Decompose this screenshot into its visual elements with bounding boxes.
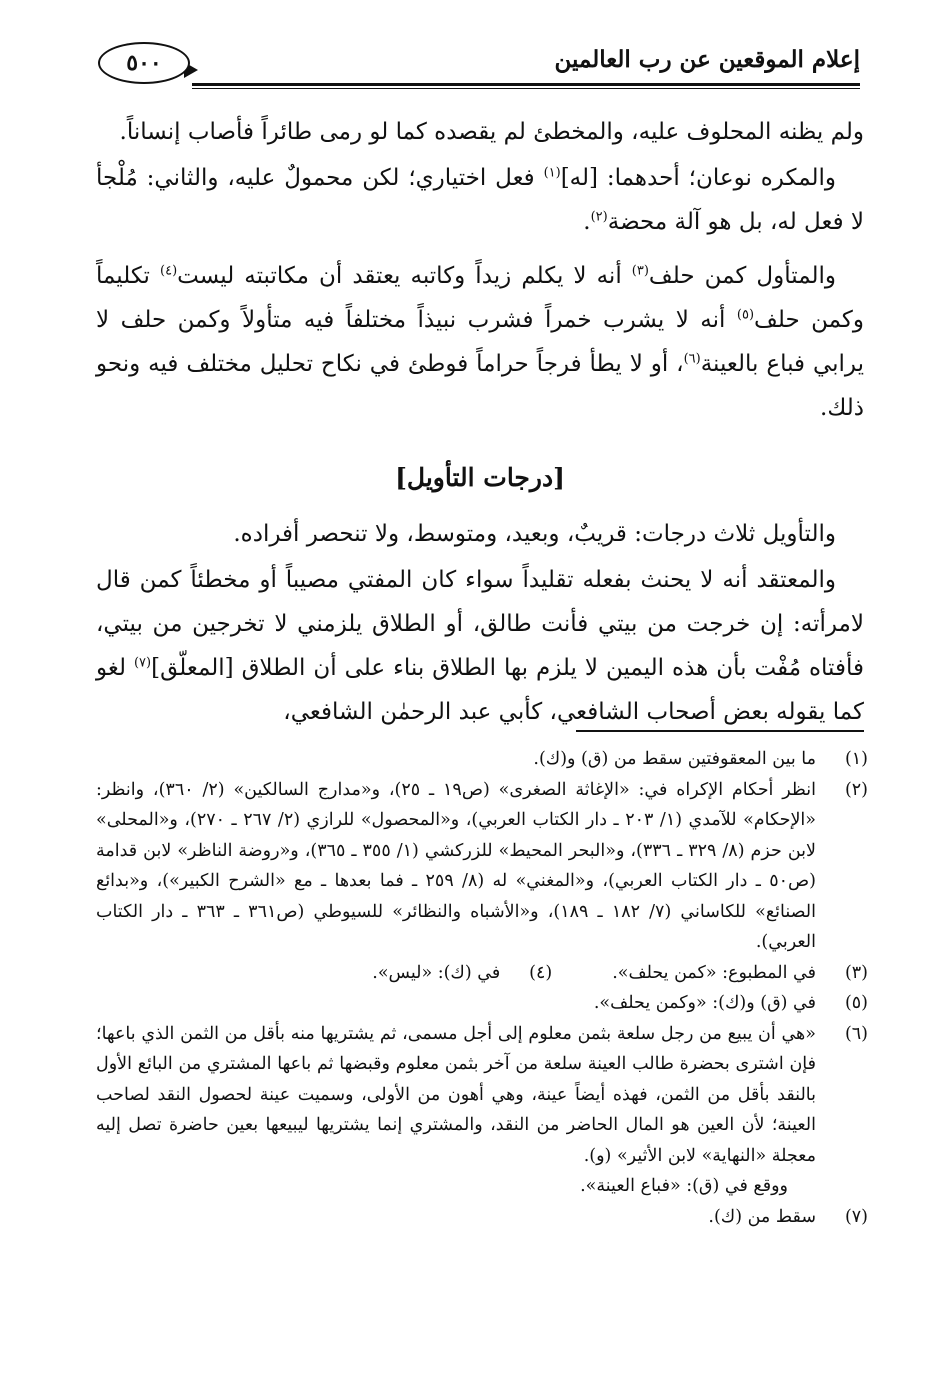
page-header — [92, 38, 860, 96]
paragraph-5: والمعتقد أنه لا يحنث بفعله تقليداً سواء كان المفتي مصيباً أو مخطئاً كمن قال لامرأته: إن خرجت من بيتي فأنت طالق، أو الطلاق يلزمني لا تخرجين من بيتي، فأفتاه مُفْت بأن هذه اليمين لا يلزم بها الطلاق بناء على أن الطلاق [المعلّق]$^{(٧)}$ لغو كما يقوله بعض أصحاب الشافعي، كأبي عبد الرحمٰن الشافعي، — [96, 567, 864, 725]
header-rule — [192, 83, 860, 86]
footnote-ref-5[interactable]: (٥) — [736, 307, 755, 323]
paragraph-3: والمتأول كمن حلف$^{(٣)}$ أنه لا يكلم زيداً وكاتبه يعتقد أن مكاتبته ليست$^{(٤)}$ تكليماً وكمن حلف$^{(٥)}$ أنه لا يشرب خمراً فشرب نبيذاً مختلفاً فيه متأولاً وكمن حلف لا يرابي فباع بالعينة$^{(٦)}$، أو لا يطأ فرجاً حراماً فوطئ في نكاح تحليل مختلف فيه ونحو ذلك. — [96, 263, 864, 421]
section-heading: [درجات التأويل] — [395, 463, 565, 492]
footnotes — [96, 744, 868, 1232]
page-number: ٥٠٠ — [98, 42, 190, 84]
footnote-row-3-4 — [96, 958, 868, 989]
footnote-6-note: ووقع في (ق): «فباع العينة». — [580, 1176, 788, 1196]
footnote-1: (١) ما بين المعقوفتين سقط من (ق) و(ك). — [533, 749, 868, 769]
footnote-5: (٥) في (ق) و(ك): «وكمن يحلف». — [593, 993, 868, 1013]
footnote-ref-3[interactable]: (٣) — [631, 263, 649, 279]
footnote-3: (٣) في المطبوع: «كمن يحلف». — [612, 962, 868, 983]
footnote-ref-2[interactable]: (٢) — [590, 209, 608, 225]
running-title: إعلام الموقعين عن رب العالمين — [554, 46, 860, 73]
footnote-6: (٦) «هي أن يبيع من رجل سلعة بثمن معلوم إلى أجل مسمى، ثم يشتريها منه بأقل من الثمن الذي باعها؛ فإن اشترى بحضرة طالب العينة سلعة من آخر بثمن معلوم وقبضها ثم باعها المشتري من البائع الأول بالنقد بأقل من الثمن، فهذه أيضاً عينة، وهي أهون من الأولى، وسميت عينة لحصول النقد لصاحب العينة؛ لأن العين هو المال الحاضر من النقد، والمشتري إنما يشتريها ليبيعها بعين حاضرة تصل إليه معجلة «النهاية» لابن الأثير» (و). — [96, 1023, 868, 1166]
footnote-separator — [576, 730, 864, 732]
footnote-ref-7[interactable]: (٧) — [133, 655, 152, 671]
paragraph-2: والمكره نوعان؛ أحدهما: [له]$^{(١)}$ فعل اختياري؛ لكن محمولٌ عليه، والثاني: مُلْجأ لا فعل له، بل هو آلة محضة$^{(٢)}$. — [96, 165, 864, 235]
footnote-ref-1[interactable]: (١) — [543, 165, 561, 181]
footnote-2: (٢) انظر أحكام الإكراه في: «الإغاثة الصغرى» (ص١٩ ـ ٢٥)، و«مدارج السالكين» (٢/ ٣٦٠)، وانظر: «الإحكام» للآمدي (١/ ٢٠٣ ـ دار الكتاب العربي)، و«المحصول» للرازي (٢/ ٢٦٧ ـ ٢٧٠)، و«المحلى» لابن حزم (٨/ ٣٢٩ ـ ٣٣٦)، و«البحر المحيط» للزركشي (١/ ٣٥٥ ـ ٣٦٥)، و«روضة الناظر» لابن قدامة (ص٥٠ ـ دار الكتاب العربي)، و«المغني» له (٨/ ٢٥٩ ـ فما بعدها ـ مع «الشرح الكبير»)، و«بدائع الصنائع» للكاساني (٧/ ١٨٢ ـ ١٨٩)، و«الأشباه والنظائر» للسيوطي (ص٣٦١ ـ ٣٦٣ ـ دار الكتاب العربي). — [96, 779, 868, 952]
paragraph-1: ولم يظنه المحلوف عليه، والمخطئ لم يقصده كما لو رمى طائراً فأصاب إنساناً. — [119, 119, 864, 145]
paragraph-4: والتأويل ثلاث درجات: قريبٌ، وبعيد، ومتوسط، ولا تنحصر أفراده. — [233, 521, 836, 547]
footnote-ref-4[interactable]: (٤) — [160, 263, 178, 279]
footnote-4: (٤) في (ك): «ليس». — [372, 962, 553, 983]
footnote-ref-6[interactable]: (٦) — [683, 351, 701, 367]
main-text — [96, 110, 864, 734]
header-rule-thin — [192, 88, 860, 89]
footnote-7: (٧) سقط من (ك). — [708, 1206, 868, 1227]
